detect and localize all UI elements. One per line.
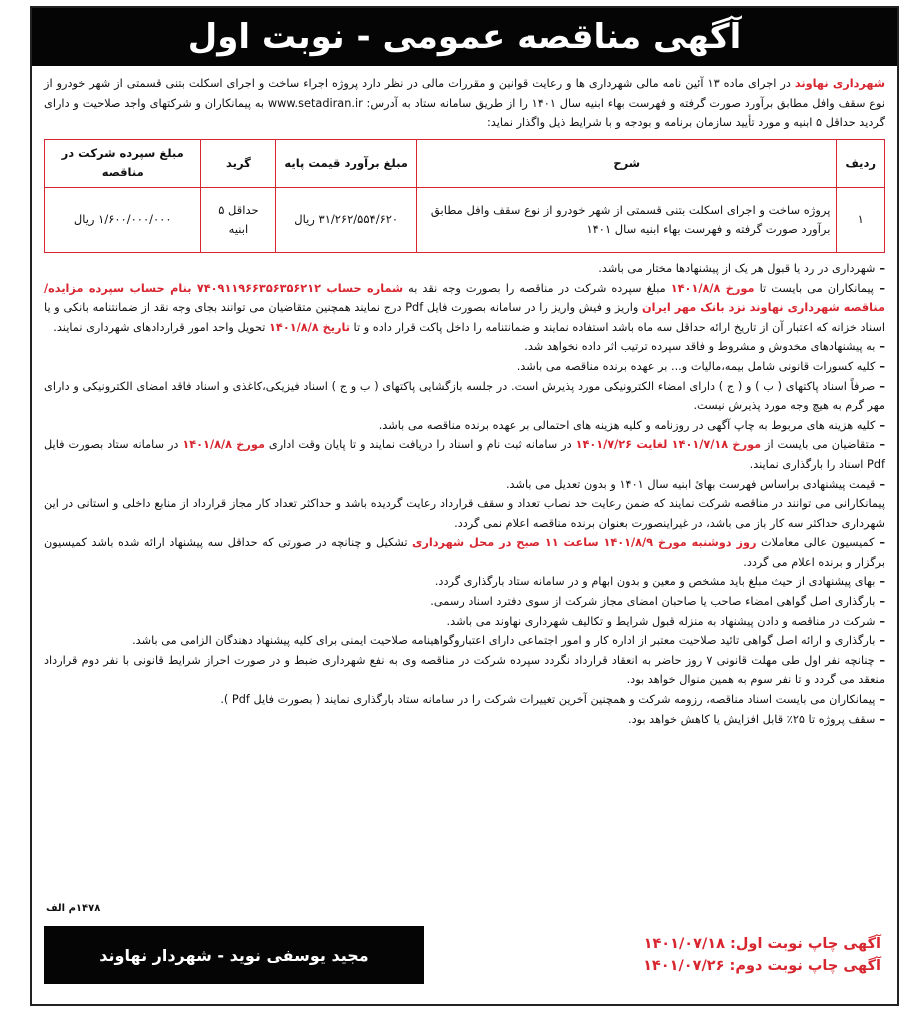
conditions-list xyxy=(44,259,885,729)
bullet-dash: – xyxy=(875,438,885,452)
condition-item xyxy=(44,357,885,377)
bullet-dash: – xyxy=(875,595,885,609)
bullet-dash: – xyxy=(874,653,885,667)
bullet-dash: – xyxy=(874,536,885,550)
condition-text: پیمانکاران می بایست اسناد مناقصه، رزومه شرکت و همچنین آخرین تغییرات شرکت را در سامانه ستاد بارگذاری نمایند ( بصورت فایل Pdf ). xyxy=(220,693,876,707)
condition-text: بارگذاری و ارائه اصل گواهی تائید صلاحیت معتبر از اداره کار و امور اجتماعی دارای اعتباروگواهینامه صلاحیت ایمنی برای کلیه پیشنهاد دهندگان الزامی می باشد. xyxy=(132,634,876,648)
condition-text: سقف پروژه تا ۲۵٪ قابل افزایش یا کاهش خواهد بود. xyxy=(627,712,876,726)
cell-deposit: ۱/۶۰۰/۰۰۰/۰۰۰ ریال xyxy=(45,187,201,252)
condition-text: در سامانه ستاد بصورت فایل Pdf اسناد را بارگذاری نمایند. xyxy=(44,438,885,471)
condition-text: شرکت در مناقصه و دادن پیشنهاد به منزله قبول شرایط و تکالیف شهرداری نهاوند می باشد. xyxy=(446,614,876,628)
condition-highlight: روز دوشنبه مورخ ۱۴۰۱/۸/۹ ساعت ۱۱ صبح در محل شهرداری xyxy=(412,536,757,550)
bullet-dash: – xyxy=(875,614,885,628)
condition-text: تشکیل و چنانچه در صورتی که حداقل سه پیشنهاد ارائه شده باشد کمیسیون برگزار و برنده اعلام می گردد. xyxy=(44,536,885,569)
condition-text: صرفاً اسناد پاکتهای ( ب ) و ( ج ) دارای امضاء الکترونیکی مورد پذیرش است. در جلسه بازگشایی پاکتهای ( ب و ج ) اسناد فیزیکی،کاغذی و اسناد فاقد امضای الکترونیکی و دارای مهر گرم به هیچ وجه مورد پذیرش نیست. xyxy=(44,379,885,413)
header-row-number: ردیف xyxy=(837,139,885,187)
cell-estimate: ۳۱/۲۶۲/۵۵۴/۶۲۰ ریال xyxy=(276,187,417,252)
bullet-dash: – xyxy=(875,693,885,707)
condition-item xyxy=(44,337,885,357)
table-row xyxy=(45,187,885,252)
notice-footer xyxy=(44,926,885,984)
condition-item xyxy=(44,279,885,338)
condition-text: تحویل واحد امور قراردادهای شهرداری نمایند. xyxy=(53,320,270,334)
cell-row-number: ۱ xyxy=(837,187,885,252)
condition-text: به پیشنهادهای مخدوش و مشروط و فاقد سپرده ترتیب اثر داده نخواهد شد. xyxy=(524,340,876,354)
condition-text: چنانچه نفر اول طی مهلت قانونی ۷ روز حاضر به انعقاد قرارداد نگردد سپرده شرکت در مناقصه وی به نفع شهرداری ضبط و در صورت احراز شرایط قانونی با نفر دوم قرارداد منعقد می گردد و تا نفر سوم به همین منوال خواهد بود. xyxy=(44,653,885,687)
condition-text: بارگذاری اصل گواهی امضاء صاحب یا صاحبان امضای مجاز شرکت از سوی دفترد اسناد رسمی. xyxy=(430,595,876,609)
bullet-dash: – xyxy=(875,712,885,726)
condition-text: کمیسیون عالی معاملات xyxy=(756,536,875,550)
condition-item xyxy=(44,612,885,632)
bullet-dash: – xyxy=(875,261,885,275)
bullet-dash: – xyxy=(875,634,885,648)
condition-text: مبلغ سپرده شرکت در مناقصه را بصورت وجه نقد به xyxy=(403,281,671,295)
header-estimate: مبلغ برآورد قیمت پایه xyxy=(276,139,417,187)
notice-frame xyxy=(30,6,899,1006)
condition-text: شهرداری در رد یا قبول هر یک از پیشنهادها مختار می باشد. xyxy=(598,261,876,275)
condition-item xyxy=(44,435,885,474)
cell-description: پروژه ساخت و اجرای اسکلت بتنی قسمتی از شهر خودرو از نوع سقف وافل مطابق برآورد صورت گرفته و فهرست بهاء ابنیه سال ۱۴۰۱ xyxy=(416,187,837,252)
bullet-dash: – xyxy=(875,418,885,432)
condition-item xyxy=(44,377,885,416)
condition-item xyxy=(44,592,885,612)
condition-item xyxy=(44,690,885,710)
condition-item xyxy=(44,494,885,533)
bullet-dash: – xyxy=(873,281,885,295)
header-description: شرح xyxy=(416,139,837,187)
condition-text: کلیه هزینه های مربوط به چاپ آگهی در روزنامه و کلیه هزینه های احتمالی بر عهده برنده مناقصه می باشد. xyxy=(378,418,876,432)
condition-highlight: مورخ ۱۴۰۱/۸/۸ xyxy=(182,438,265,452)
condition-text: قیمت پیشنهادی براساس فهرست بهائ ابنیه سال ۱۴۰۱ و بدون تعدیل می باشد. xyxy=(505,477,876,491)
intro-text: در اجرای ماده ۱۳ آئین نامه مالی شهرداری ها و رعایت قوانین و مقررات مالی در نظر دارد پروژه اجراء ساخت و اجرای اسکلت بتنی قسمتی از شهر خودرو از نوع سقف وافل مطابق برآورد صورت گرفته و فهرست بهاء ابنیه سال ۱۴۰۱ را از طریق سامانه ستاد به آدرس: www.setadiran.ir به پیمانکاران و شرکتهای واجد صلاحیت و دارای گردید حداقل ۵ ابنیه و مورد تأیید سازمان برنامه و بودجه و با شرایط ذیل واگذار نماید: xyxy=(44,77,885,130)
condition-highlight: تاریخ ۱۴۰۱/۸/۸ xyxy=(269,320,350,334)
notice-title: آگهی مناقصه عمومی - نوبت اول xyxy=(32,8,897,66)
bullet-dash: – xyxy=(875,359,885,373)
condition-item xyxy=(44,572,885,592)
notice-code: ۱۴۷۸م الف xyxy=(46,903,101,914)
cell-grade: حداقل ۵ ابنیه xyxy=(201,187,276,252)
condition-text: کلیه کسورات قانونی شامل بیمه،مالیات و... بر عهده برنده مناقصه می باشد. xyxy=(516,359,876,373)
condition-highlight: شماره حساب ۷۴۰۹۱۱۹۶۶۳۵۶۳۵۶۲۱۲ بنام حساب سپرده مزایده/مناقصه شهرداری نهاوند نزد بانک مهر ایران xyxy=(44,281,885,315)
intro-lead: شهرداری نهاوند xyxy=(794,77,885,90)
table-header-row xyxy=(45,139,885,187)
print-dates xyxy=(591,926,885,984)
condition-item xyxy=(44,475,885,495)
bullet-dash: – xyxy=(875,379,885,393)
condition-item xyxy=(44,533,885,572)
intro-paragraph xyxy=(44,74,885,133)
condition-item xyxy=(44,651,885,690)
condition-text: واریز و فیش واریز را در سامانه بصورت فایل Pdf درج نمایند همچنین متقاضیان می توانند بجای وجه نقد از ضمانتنامه بانکی و یا اسناد خزانه که اعتبار آن از تاریخ ارائه حداقل سه ماه باشد استفاده نمایند و ضمانتنامه را داخل پاکت قرار داده و تا xyxy=(44,301,885,334)
print-date-second: آگهی چاپ نوبت دوم: ۱۴۰۱/۰۷/۲۶ xyxy=(643,958,881,974)
bullet-dash: – xyxy=(875,575,885,589)
bullet-dash: – xyxy=(875,477,885,491)
print-date-first: آگهی چاپ نوبت اول: ۱۴۰۱/۰۷/۱۸ xyxy=(643,936,881,952)
condition-item xyxy=(44,416,885,436)
condition-text: متقاضیان می بایست از xyxy=(761,438,876,452)
tender-table xyxy=(44,139,885,253)
header-grade: گرید xyxy=(201,139,276,187)
condition-text: پیمانکارانی می توانند در مناقصه شرکت نمایند که ضمن رعایت حد نصاب تعداد و سقف قرارداد رعایت گردیده باشد و حداکثر تعداد کار مجاز قرارداد از منابع داخلی و استانی در این شهرداری حداکثر سه کار باز می باشد، در غیراینصورت بعنوان برنده مناقصه اعلام نمی گردد. xyxy=(44,497,885,530)
condition-text: در سامانه ثبت نام و اسناد را دریافت نمایند و تا پایان وقت اداری xyxy=(264,438,576,452)
notice-body xyxy=(32,66,897,729)
condition-highlight: مورخ ۱۴۰۱/۷/۱۸ لغایت ۱۴۰۱/۷/۲۶ xyxy=(575,438,762,452)
header-deposit: مبلغ سپرده شرکت در مناقصه xyxy=(45,139,201,187)
condition-item xyxy=(44,259,885,279)
condition-highlight: مورخ ۱۴۰۱/۸/۸ xyxy=(670,281,755,295)
condition-text: بهای پیشنهادی از حیث مبلغ باید مشخص و معین و بدون ابهام و در سامانه ستاد بارگذاری گردد. xyxy=(434,575,876,589)
condition-text: پیمانکاران می بایست تا xyxy=(754,281,874,295)
condition-item xyxy=(44,631,885,651)
bullet-dash: – xyxy=(875,340,885,354)
condition-item xyxy=(44,710,885,730)
mayor-signature: مجید یوسفی نوید - شهردار نهاوند xyxy=(44,926,424,984)
